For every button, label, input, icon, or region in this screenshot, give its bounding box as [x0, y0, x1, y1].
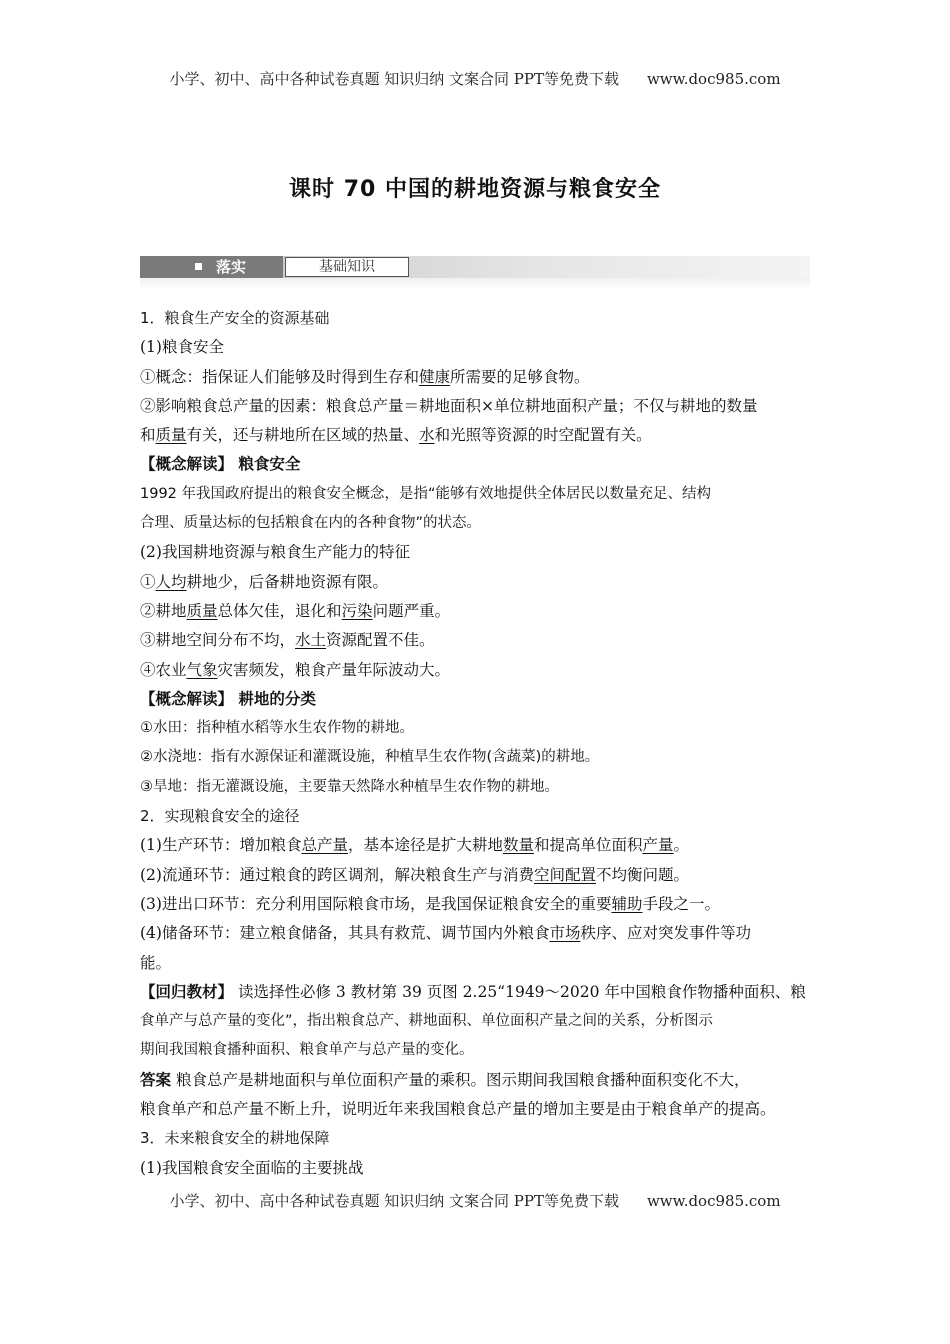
- text-line: [140, 626, 830, 655]
- text-line: [140, 919, 830, 948]
- text-segment: 3．未来粮食安全的耕地保障: [140, 1129, 330, 1148]
- banner-tag-label: 落实: [216, 258, 247, 276]
- text-segment: 合理、质量达标的包括粮食在内的各种食物”的状态。: [140, 515, 482, 532]
- text-segment: (2)流通环节：通过粮食的跨区调剂，解决粮食生产与消费: [140, 865, 534, 884]
- text-line: [140, 509, 830, 538]
- text-line: [140, 1066, 830, 1095]
- text-segment: 问题严重。: [372, 601, 451, 620]
- text-segment: 灾害频发，粮食产量年际波动大。: [217, 660, 451, 679]
- underlined-answer: 质量: [186, 601, 218, 620]
- underlined-answer: 产量: [642, 836, 674, 855]
- underlined-answer: 辅助: [611, 894, 643, 913]
- underlined-answer: 市场: [549, 924, 581, 943]
- text-segment: ①概念：指保证人们能够及时得到生存和: [140, 367, 420, 386]
- text-segment: 1992 年我国政府提出的粮食安全概念，是指“能够有效地提供全体居民以数量充足、结构: [140, 485, 712, 502]
- text-line: [140, 421, 830, 450]
- text-segment: 秩序、应对突发事件等功: [580, 924, 751, 943]
- text-segment: 所需要的足够食物。: [450, 367, 590, 386]
- text-line: [140, 363, 830, 392]
- text-line: [140, 773, 830, 802]
- label-text: 耕地的分类: [233, 689, 316, 708]
- text-segment: 有关，还与耕地所在区域的热量、: [186, 426, 420, 445]
- text-segment: 和提高单位面积: [534, 836, 643, 855]
- text-segment: 能。: [140, 953, 172, 972]
- text-segment: (1)生产环节：增加粮食: [140, 836, 302, 855]
- text-segment: ，基本途径是扩大耕地: [347, 836, 503, 855]
- underlined-answer: 水土: [295, 631, 327, 650]
- text-segment: 粮食总产是耕地面积与单位面积产量的乘积。图示期间我国粮食播种面积变化不大，: [171, 1070, 750, 1089]
- text-line: [140, 480, 830, 509]
- section-heading: [140, 304, 830, 333]
- section-heading: [140, 802, 830, 831]
- footer-url[interactable]: www.doc985.com: [646, 1192, 781, 1210]
- text-line: [140, 831, 830, 860]
- text-line: [140, 656, 830, 685]
- underlined-answer: 人均: [155, 572, 187, 591]
- banner-box: 基础知识: [285, 257, 409, 277]
- text-segment: 读选择性必修 3 教材第 39 页图 2.25“1949～2020 年中国粮食作物播种面积、粮: [233, 982, 806, 1001]
- text-line: [140, 538, 830, 567]
- text-line: [140, 1007, 830, 1036]
- underlined-answer: 气象: [186, 660, 218, 679]
- text-segment: 2．实现粮食安全的途径: [140, 807, 300, 826]
- text-line: [140, 333, 830, 362]
- text-segment: ③耕地空间分布不均，: [140, 631, 296, 650]
- text-line: [140, 1154, 830, 1183]
- label-text: 答案: [140, 1070, 172, 1089]
- text-line: [140, 949, 830, 978]
- text-segment: 手段之一。: [642, 894, 720, 913]
- text-segment: ①水田：指种植水稻等水生农作物的耕地。: [140, 720, 414, 737]
- text-line: [140, 597, 830, 626]
- label-text: 【回归教材】: [140, 982, 234, 1001]
- section-banner: [140, 256, 810, 278]
- text-segment: 不均衡问题。: [595, 865, 689, 884]
- underlined-answer: 质量: [155, 426, 187, 445]
- text-line: [140, 978, 830, 1007]
- page-header: [0, 68, 950, 89]
- label-text: 【概念解读】: [140, 455, 234, 474]
- square-icon: [195, 263, 202, 270]
- text-segment: ④农业: [140, 660, 187, 679]
- underlined-answer: 总产量: [301, 836, 348, 855]
- text-segment: 资源配置不佳。: [326, 631, 435, 650]
- text-segment: 和光照等资源的时空配置有关。: [434, 426, 652, 445]
- banner-tag: [140, 256, 283, 278]
- label-text: 粮食安全: [233, 455, 301, 474]
- text-line: [140, 890, 830, 919]
- text-segment: (1)我国粮食安全面临的主要挑战: [140, 1158, 364, 1177]
- underlined-answer: 数量: [503, 836, 535, 855]
- label-text: 【概念解读】: [140, 689, 234, 708]
- text-segment: (3)进出口环节：充分利用国际粮食市场，是我国保证粮食安全的重要: [140, 894, 612, 913]
- underlined-answer: 空间配置: [533, 865, 596, 884]
- page-footer: [0, 1190, 950, 1211]
- text-segment: 粮食单产和总产量不断上升，说明近年来我国粮食总产量的增加主要是由于粮食单产的提高。: [140, 1100, 776, 1119]
- text-line: [140, 568, 830, 597]
- text-segment: ③旱地：指无灌溉设施，主要靠天然降水种植旱生农作物的耕地。: [140, 778, 559, 795]
- footer-text: 小学、初中、高中各种试卷真题 知识归纳 文案合同 PPT等免费下载: [169, 1192, 619, 1210]
- header-url[interactable]: www.doc985.com: [646, 70, 781, 88]
- text-segment: 总体欠佳，退化和: [217, 601, 342, 620]
- text-line: [140, 392, 830, 421]
- text-line: [140, 685, 830, 714]
- page-title: 课时 70 中国的耕地资源与粮食安全: [289, 177, 661, 202]
- text-segment: (1)粮食安全: [140, 338, 224, 357]
- underlined-answer: 健康: [419, 367, 451, 386]
- text-line: [140, 714, 830, 743]
- document-body: [140, 304, 830, 1183]
- header-text: 小学、初中、高中各种试卷真题 知识归纳 文案合同 PPT等免费下载: [169, 70, 619, 88]
- text-line: [140, 743, 830, 772]
- text-segment: 食单产与总产量的变化”，指出粮食总产、耕地面积、单位面积产量之间的关系，分析图示: [140, 1013, 714, 1030]
- banner-shadow: [140, 278, 810, 290]
- underlined-answer: 水: [419, 426, 435, 445]
- underlined-answer: 污染: [341, 601, 373, 620]
- text-segment: (2)我国耕地资源与粮食生产能力的特征: [140, 543, 410, 562]
- text-segment: 耕地少，后备耕地资源有限。: [186, 572, 389, 591]
- text-line: [140, 861, 830, 890]
- text-segment: ②耕地: [140, 601, 187, 620]
- text-segment: 期间我国粮食播种面积、粮食单产与总产量的变化。: [140, 1042, 474, 1059]
- text-line: [140, 1095, 830, 1124]
- text-segment: 。: [673, 836, 690, 855]
- text-segment: ②影响粮食总产量的因素：粮食总产量＝耕地面积×单位耕地面积产量；不仅与耕地的数量: [140, 396, 758, 415]
- text-line: [140, 1036, 830, 1065]
- text-segment: 和: [140, 426, 156, 445]
- section-heading: [140, 1124, 830, 1153]
- text-line: [140, 450, 830, 479]
- text-segment: ②水浇地：指有水源保证和灌溉设施，种植旱生农作物(含蔬菜)的耕地。: [140, 749, 600, 766]
- text-segment: ①: [140, 572, 156, 591]
- text-segment: 1．粮食生产安全的资源基础: [140, 309, 330, 327]
- text-segment: (4)储备环节：建立粮食储备，其具有救荒、调节国内外粮食: [140, 924, 550, 943]
